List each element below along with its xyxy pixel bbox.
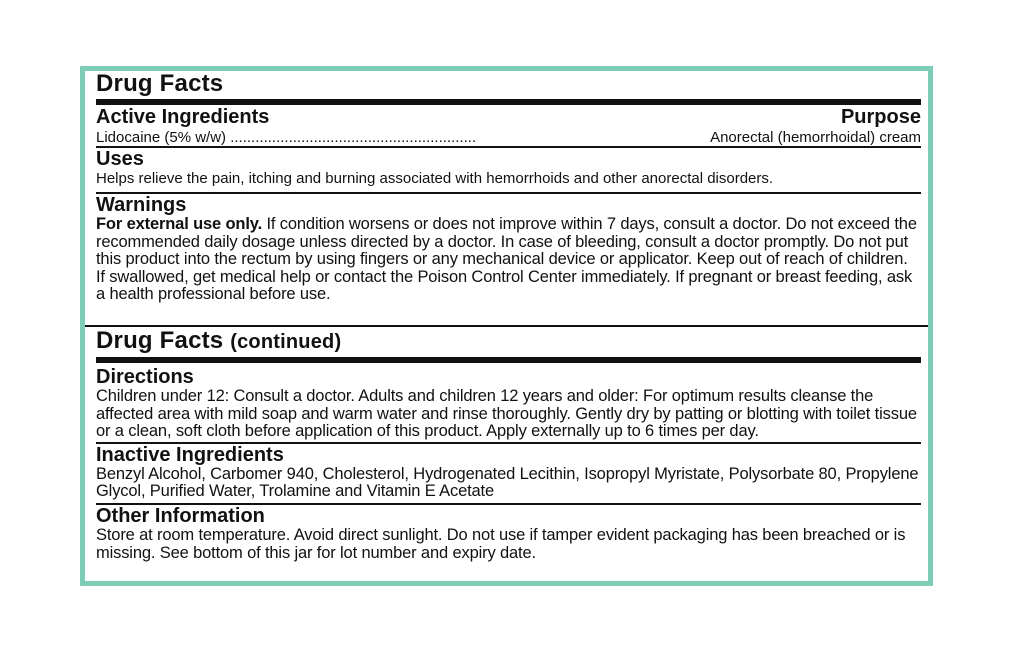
inactive-ingredients-text: Benzyl Alcohol, Carbomer 940, Cholesterol, Hydrogenated Lecithin, Isopropyl Myristate, Polysorbate 80, Propylene Glycol, Purified Water, Trolamine and Vitamin E Acetate <box>96 464 919 501</box>
warnings-body: If condition worsens or does not improve within 7 days, consult a doctor. Do not exceed the recommended daily dosage unless directed by a doctor. In case of bleeding, consult a doctor promptly. Do not put this product into the rectum by using fingers or any mechanical device or applicator. Keep out of reach of children. If swallowed, get medical help or contact the Poison Control Center immediately. If pregnant or breast feeding, ask a health professional before use. <box>96 215 917 304</box>
warnings-lead: For external use only. <box>96 215 263 233</box>
directions-text: Children under 12: Consult a doctor. Adults and children 12 years and older: For optimum results cleanse the affected area with mild soap and warm water and rinse thoroughly. Gently dry by patting or blotting with toilet tissue or a clean, soft cloth before application of this product. Apply externally up to 6 times per day. <box>96 387 917 441</box>
directions-heading: Directions <box>96 366 194 388</box>
active-ingredients-header-row <box>96 105 921 129</box>
drug-facts-title: Drug Facts <box>96 70 224 97</box>
title-rule <box>96 357 921 363</box>
other-information-text: Store at room temperature. Avoid direct sunlight. Do not use if tamper evident packaging has been breached or is missing. See bottom of this jar for lot number and expiry date. <box>96 525 906 562</box>
warnings-text <box>96 216 921 304</box>
purpose-heading: Purpose <box>840 106 921 128</box>
drug-facts-label <box>80 66 933 586</box>
active-ingredient-purpose: Anorectal (hemorrhoidal) cream <box>710 129 921 146</box>
drug-facts-panel <box>96 71 921 304</box>
other-information-heading: Other Information <box>96 504 265 527</box>
continued-title-suffix: (continued) <box>230 331 342 353</box>
active-ingredients-heading: Active Ingredients <box>96 106 270 128</box>
uses-text: Helps relieve the pain, itching and burning associated with hemorrhoids and other anorectal disorders. <box>96 170 774 187</box>
drug-facts-continued-title <box>96 328 921 355</box>
continued-title-main: Drug Facts <box>96 327 224 354</box>
inactive-ingredients-heading: Inactive Ingredients <box>96 443 284 466</box>
active-ingredient: Lidocaine (5% w/w) ........................................................... <box>96 129 477 146</box>
uses-heading: Uses <box>96 148 144 170</box>
warnings-heading: Warnings <box>96 194 187 216</box>
drug-facts-continued-panel <box>96 328 921 562</box>
active-ingredient-row <box>96 129 921 146</box>
